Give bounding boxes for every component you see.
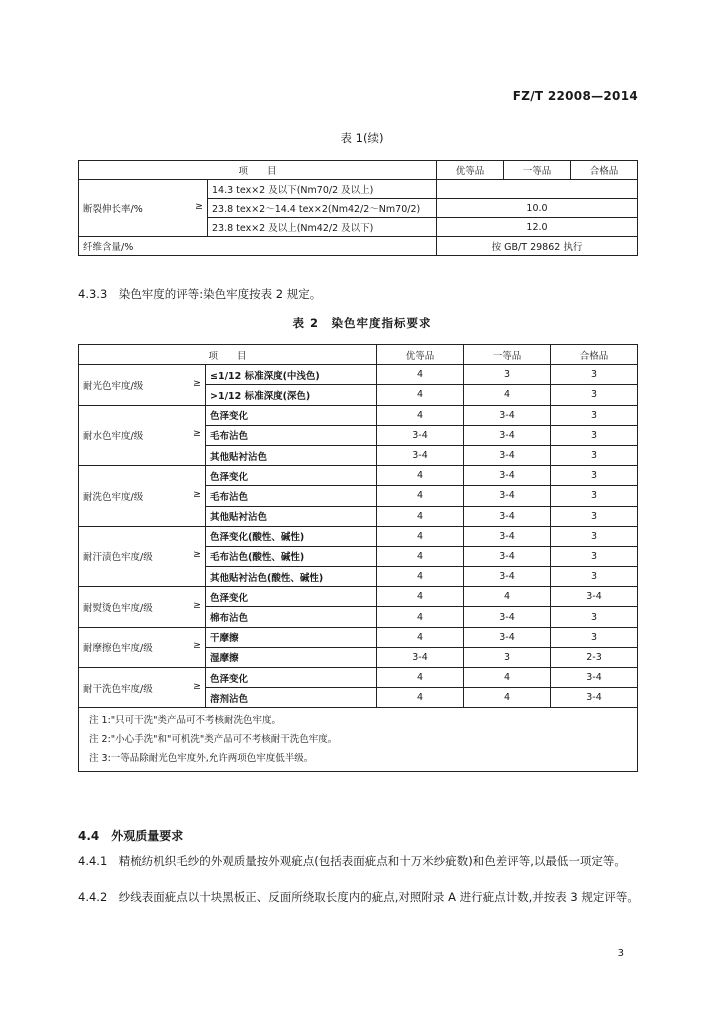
table2-value-qualified: 3 — [551, 445, 638, 465]
table2-value-first: 3-4 — [464, 445, 551, 465]
table-row — [79, 668, 638, 688]
table2-value-first: 3-4 — [464, 526, 551, 546]
table1-row-label: 23.8 tex×2～14.4 tex×2(Nm42/2～Nm70/2) — [208, 199, 437, 218]
table-row — [79, 237, 638, 256]
table2-value-premium: 4 — [377, 385, 464, 405]
table2-value-first: 4 — [464, 688, 551, 708]
table2-group-cell — [79, 365, 206, 405]
table2-group-cell — [79, 668, 206, 708]
table1-row-label: 14.3 tex×2 及以下(Nm70/2 及以上) — [208, 180, 437, 199]
table1-header-premium: 优等品 — [437, 161, 504, 180]
table1-group-label: 断裂伸长率/% — [83, 204, 143, 215]
table2-value-first: 3-4 — [464, 506, 551, 526]
table2-value-premium: 4 — [377, 486, 464, 506]
table2-value-premium: 4 — [377, 365, 464, 385]
table2-value-qualified: 3 — [551, 405, 638, 425]
table2-value-premium: 4 — [377, 607, 464, 627]
table2-row-item: 干摩擦 — [206, 627, 377, 647]
table2-header-row — [79, 345, 638, 365]
table2-row-item: 棉布沾色 — [206, 607, 377, 627]
table2-value-first: 3-4 — [464, 546, 551, 566]
table2-value-premium: 4 — [377, 587, 464, 607]
table2-group-marker: ≥ — [193, 377, 201, 389]
table2-header-item: 项 目 — [79, 345, 377, 365]
table1-caption: 表 1(续) — [340, 131, 384, 145]
table2-value-qualified: 3 — [551, 425, 638, 445]
table2-value-qualified: 3 — [551, 546, 638, 566]
table2-value-first: 3 — [464, 647, 551, 667]
table2-row-item: ≤1/12 标准深度(中浅色) — [206, 365, 377, 385]
table2-header-qualified: 合格品 — [551, 345, 638, 365]
table2-row-item: 色泽变化 — [206, 466, 377, 486]
table1-row-value — [437, 180, 638, 199]
table2-row-item: 毛布沾色 — [206, 486, 377, 506]
table2-group-cell — [79, 405, 206, 466]
table2-value-first: 3-4 — [464, 627, 551, 647]
table1-row-value: 10.0 — [437, 199, 638, 218]
table-row — [79, 627, 638, 647]
table2-value-qualified: 3 — [551, 486, 638, 506]
table2-group-label: 耐摩擦色牢度/级 — [83, 643, 153, 655]
table2-value-qualified: 2-3 — [551, 647, 638, 667]
table2-value-premium: 4 — [377, 688, 464, 708]
table2-value-qualified: 3 — [551, 466, 638, 486]
paragraph-4-3-3: 4.3.3 染色牢度的评等:染色牢度按表 2 规定。 — [78, 287, 322, 301]
table2-value-qualified: 3 — [551, 567, 638, 587]
table2-notes-row — [79, 708, 638, 772]
table2-group-label: 耐汗渍色牢度/级 — [83, 552, 153, 564]
table2-group-label: 耐水色牢度/级 — [83, 431, 144, 443]
table2-body — [79, 345, 638, 772]
table2-row-item: 色泽变化 — [206, 668, 377, 688]
table1-header-item: 项 目 — [79, 161, 437, 180]
table2-group-marker: ≥ — [193, 428, 201, 440]
table2-value-first: 3-4 — [464, 486, 551, 506]
table2-value-qualified: 3 — [551, 526, 638, 546]
table2-value-premium: 4 — [377, 526, 464, 546]
table2 — [78, 344, 638, 772]
table2-note: 注 2:"小心手洗"和"可机洗"类产品可不考核耐干洗色牢度。 — [89, 734, 338, 746]
table1-header-qualified: 合格品 — [571, 161, 638, 180]
table2-value-premium: 4 — [377, 405, 464, 425]
table2-group-cell — [79, 627, 206, 667]
table2-value-qualified: 3 — [551, 365, 638, 385]
table2-value-qualified: 3-4 — [551, 668, 638, 688]
table-row — [79, 526, 638, 546]
table2-note: 注 1:"只可干洗"类产品可不考核耐洗色牢度。 — [89, 715, 282, 727]
table2-value-qualified: 3-4 — [551, 587, 638, 607]
table2-value-premium: 4 — [377, 567, 464, 587]
table1-header-first: 一等品 — [504, 161, 571, 180]
table2-caption: 表 2 染色牢度指标要求 — [292, 316, 432, 330]
table2-group-label: 耐熨烫色牢度/级 — [83, 602, 153, 614]
section-4-4-title: 4.4 外观质量要求 — [78, 829, 184, 843]
table2-row-item: 色泽变化(酸性、碱性) — [206, 526, 377, 546]
table1-row-value: 12.0 — [437, 218, 638, 237]
table2-notes-cell — [79, 708, 638, 772]
table2-group-label: 耐洗色牢度/级 — [83, 491, 144, 503]
table2-row-item: 其他贴衬沾色(酸性、碱性) — [206, 567, 377, 587]
table2-value-first: 4 — [464, 385, 551, 405]
table2-header-premium: 优等品 — [377, 345, 464, 365]
table2-row-item: 其他贴衬沾色 — [206, 506, 377, 526]
table2-value-qualified: 3 — [551, 607, 638, 627]
table2-value-first: 3-4 — [464, 425, 551, 445]
table2-value-premium: 4 — [377, 627, 464, 647]
table2-row-item: 毛布沾色 — [206, 425, 377, 445]
table2-note: 注 3:一等品除耐光色牢度外,允许两项色牢度低半级。 — [89, 753, 314, 765]
table2-group-label: 耐光色牢度/级 — [83, 380, 144, 392]
table2-value-first: 3-4 — [464, 466, 551, 486]
table1 — [78, 160, 638, 256]
table2-value-premium: 3-4 — [377, 445, 464, 465]
paragraph-4-4-1: 4.4.1 精梳纺机织毛纱的外观质量按外观疵点(包括表面疵点和十万米纱疵数)和色差评等,以最低一项定等。 — [78, 854, 626, 868]
table2-group-marker: ≥ — [193, 549, 201, 561]
table-row — [79, 405, 638, 425]
table2-group-cell — [79, 466, 206, 527]
table-row — [79, 466, 638, 486]
table2-value-premium: 4 — [377, 506, 464, 526]
table2-value-premium: 4 — [377, 546, 464, 566]
table1-fiber-label: 纤维含量/% — [79, 237, 437, 256]
table2-value-first: 3-4 — [464, 607, 551, 627]
table1-group-marker: ≥ — [195, 201, 203, 212]
table2-value-qualified: 3 — [551, 506, 638, 526]
table2-row-item: 色泽变化 — [206, 587, 377, 607]
table2-value-first: 3-4 — [464, 567, 551, 587]
table2-value-premium: 3-4 — [377, 647, 464, 667]
table-row — [79, 587, 638, 607]
table2-value-first: 4 — [464, 587, 551, 607]
table-row — [79, 365, 638, 385]
table2-value-premium: 3-4 — [377, 425, 464, 445]
table2-header-first: 一等品 — [464, 345, 551, 365]
table2-group-marker: ≥ — [193, 599, 201, 611]
page-number: 3 — [617, 948, 624, 959]
table2-group-marker: ≥ — [193, 488, 201, 500]
table1-row-label: 23.8 tex×2 及以上(Nm42/2 及以下) — [208, 218, 437, 237]
table1-fiber-value: 按 GB/T 29862 执行 — [437, 237, 638, 256]
table1-header-row — [79, 161, 638, 180]
table2-row-item: 溶剂沾色 — [206, 688, 377, 708]
table2-value-first: 3-4 — [464, 405, 551, 425]
paragraph-4-4-2: 4.4.2 纱线表面疵点以十块黑板正、反面所绕取长度内的疵点,对照附录 A 进行疵点计数,并按表 3 规定评等。 — [78, 890, 639, 904]
table2-value-qualified: 3-4 — [551, 688, 638, 708]
table2-value-first: 3 — [464, 365, 551, 385]
table2-group-cell — [79, 587, 206, 627]
table2-row-item: 其他贴衬沾色 — [206, 445, 377, 465]
table1-group-cell — [79, 180, 208, 237]
table-row — [79, 180, 638, 199]
table2-value-first: 4 — [464, 668, 551, 688]
table2-value-qualified: 3 — [551, 385, 638, 405]
table2-group-marker: ≥ — [193, 640, 201, 652]
table2-group-marker: ≥ — [193, 680, 201, 692]
table2-value-premium: 4 — [377, 668, 464, 688]
table2-value-premium: 4 — [377, 466, 464, 486]
table2-row-item: 毛布沾色(酸性、碱性) — [206, 546, 377, 566]
table2-row-item: 湿摩擦 — [206, 647, 377, 667]
table2-group-label: 耐干洗色牢度/级 — [83, 683, 153, 695]
table2-row-item: >1/12 标准深度(深色) — [206, 385, 377, 405]
standard-code: FZ/T 22008—2014 — [512, 89, 638, 103]
table2-row-item: 色泽变化 — [206, 405, 377, 425]
table2-group-cell — [79, 526, 206, 587]
table2-value-qualified: 3 — [551, 627, 638, 647]
